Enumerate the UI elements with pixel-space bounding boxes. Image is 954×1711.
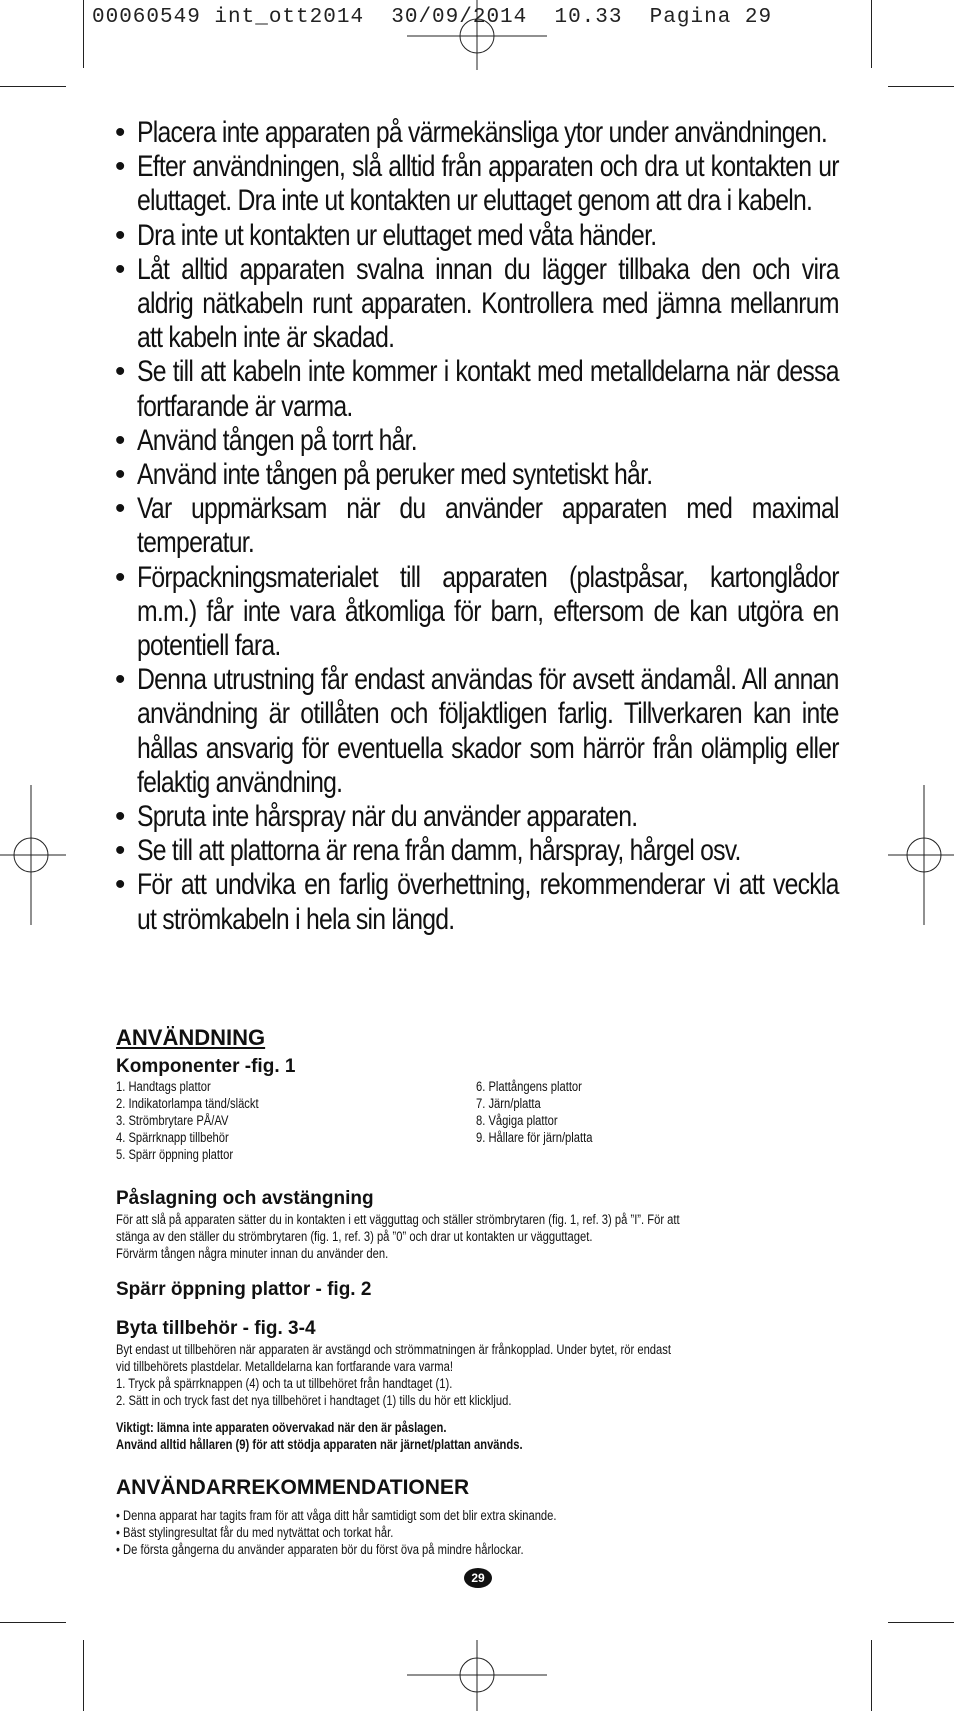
component-item: 3. Strömbrytare PÅ/AV [116,1113,229,1128]
usage-heading: ANVÄNDNING [116,1025,266,1050]
component-item: 9. Hållare för järn/platta [476,1130,593,1145]
safety-bullet: • Var uppmärksam när du använder apparaten med maximal temperatur. [115,492,839,560]
component-item: 6. Plattångens plattor [476,1079,582,1094]
page-number-badge: 29 [464,1568,492,1588]
safety-bullet-list [115,116,839,937]
trim-line-top-left [83,0,84,68]
trim-line-bottom-right [871,1640,872,1711]
component-item: 4. Spärrknapp tillbehör [116,1130,229,1145]
component-item: 1. Handtags plattor [116,1079,211,1094]
trim-line-left-bottom [0,1622,66,1623]
trim-line-right-bottom [888,1622,954,1623]
trim-line-bottom-left [83,1640,84,1711]
trim-line-top-right [871,0,872,68]
recommendations-list [116,1507,840,1558]
safety-bullet: • Placera inte apparaten på värmekänsliga ytor under användningen. [115,116,839,150]
safety-bullet: • Låt alltid apparaten svalna innan du lägger tillbaka den och vira aldrig nätkabeln runt apparaten. Kontrollera med jämna mellanrum att kabeln inte är skadad. [115,253,839,356]
safety-bullet: • Förpackningsmaterialet till apparaten (plastpåsar, kartonglådor m.m.) får inte vara åtkomliga för barn, eftersom de kan utgöra en potentiell fara. [115,561,839,664]
accessory-text: Byt endast ut tillbehören när apparaten är avstängd och strömmatningen är frånkopplad. Under bytet, rör endast vid tillbehörets plastdelar. Metalldelarna kan fortfarande vara varma! 1. Tryck på spärrknappen (4) och ta ut tillbehöret från handtaget (1). 2. Sätt in och tryck fast det nya tillbehöret i handtaget (1) tills du hör ett klickljud. [116,1342,671,1408]
recommendation-item: • Denna apparat har tagits fram för att våga ditt hår samtidigt som det blir extra skinande. [116,1508,557,1523]
safety-bullet: • För att undvika en farlig överhettning, rekommenderar vi att veckla ut strömkabeln i hela sin längd. [115,868,839,936]
safety-bullet: • Efter användningen, slå alltid från apparaten och dra ut kontakten ur eluttaget. Dra inte ut kontakten ur eluttaget genom att dra i kabeln. [115,150,839,218]
component-item: 2. Indikatorlampa tänd/släckt [116,1096,259,1111]
safety-bullet: • Använd tången på torrt hår. [115,424,839,458]
recommendation-item: • Bäst stylingresultat får du med nytvättat och torkat hår. [116,1525,394,1540]
safety-bullet: • Dra inte ut kontakten ur eluttaget med våta händer. [115,219,839,253]
print-slug: 00060549 int_ott2014 30/09/2014 10.33 Pagina 29 [92,6,773,29]
registration-mark-right [888,785,954,925]
accessory-heading: Byta tillbehör - fig. 3-4 [116,1318,316,1339]
safety-bullet: • Se till att kabeln inte kommer i kontakt med metalldelarna när dessa fortfarande är varma. [115,355,839,423]
power-heading: Påslagning och avstängning [116,1188,374,1209]
component-item: 5. Spärr öppning plattor [116,1147,234,1162]
component-item: 8. Vågiga plattor [476,1113,558,1128]
registration-mark-left [0,785,66,925]
recommendations-heading: ANVÄNDARREKOMMENDATIONER [116,1476,470,1499]
trim-line-right-top [888,86,954,87]
components-heading: Komponenter -fig. 1 [116,1056,296,1077]
safety-bullet: • Se till att plattorna är rena från damm, hårspray, hårgel osv. [115,834,839,868]
lock-heading: Spärr öppning plattor - fig. 2 [116,1279,372,1300]
safety-bullet: • Använd inte tången på peruker med syntetiskt hår. [115,458,839,492]
component-item: 7. Järn/platta [476,1096,541,1111]
trim-line-left-top [0,86,66,87]
safety-bullet: • Denna utrustning får endast användas för avsett ändamål. All annan användning är otillåten och följaktligen farlig. Tillverkaren kan inte hållas ansvarig för eventuella skador som härrör från olämplig eller felaktig användning. [115,663,839,800]
registration-mark-bottom [407,1640,547,1711]
power-text: För att slå på apparaten sätter du in kontakten i ett vägguttag och ställer strömbrytaren (fig. 1, ref. 3) på ”I”. För att stänga av den ställer du strömbrytaren (fig. 1, ref. 3) på ”0” och drar ut kontakten ur vägguttaget. Förvärm tången några minuter innan du använder den. [116,1212,680,1261]
components-list-left [116,1078,456,1163]
recommendation-item: • De första gångerna du använder apparaten bör du först öva på mindre hårlockar. [116,1542,524,1557]
accessory-warnings: Viktigt: lämna inte apparaten oövervakad när den är påslagen. Använd alltid hållaren (9) för att stödja apparaten när järnet/plattan används. [116,1420,523,1452]
safety-bullet: • Spruta inte hårspray när du använder apparaten. [115,800,839,834]
components-list-right [476,1078,816,1146]
